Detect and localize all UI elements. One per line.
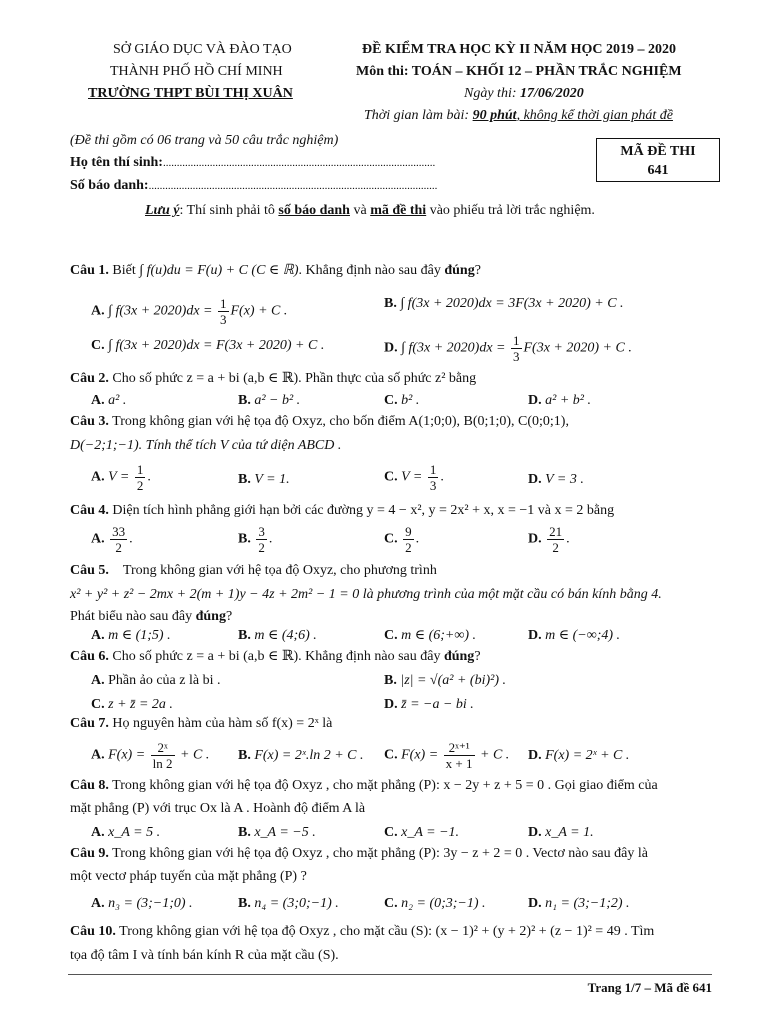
department-line-2: THÀNH PHỐ HỒ CHÍ MINH [110, 64, 283, 79]
q9-option-c[interactable]: C. n₂ = (0;3;−1) . [384, 896, 486, 911]
q4-option-c[interactable]: C. $\frac{9}{2}$ . [384, 524, 420, 555]
q7-option-b[interactable]: B. F(x) = 2ˣ.ln 2 + C . [238, 748, 364, 763]
q6-option-b[interactable]: B. |z| = √(a² + (bi)²) . [384, 673, 506, 688]
q4-option-d[interactable]: D. $\frac{21}{2}$ . [528, 524, 570, 555]
pages-note: (Đề thi gồm có 06 trang và 50 câu trắc nghiệm) [70, 133, 339, 148]
question-7: Câu 7. Họ nguyên hàm của hàm số f(x) = 2ˣ là [70, 716, 333, 731]
question-1: Câu 1. Biết ∫ f(u)du = F(u) + C (C ∈ ℝ). Khẳng định nào sau đây đúng? [70, 263, 481, 278]
question-5-line-3: Phát biểu nào sau đây đúng? [70, 609, 233, 624]
school-name: TRƯỜNG THPT BÙI THỊ XUÂN [88, 86, 293, 101]
page-footer: Trang 1/7 – Mã đề 641 [587, 980, 712, 995]
q2-option-b[interactable]: B. a² − b² . [238, 393, 301, 408]
q1-option-b[interactable]: B. ∫ f(3x + 2020)dx = 3F(3x + 2020) + C . [384, 296, 624, 311]
q7-option-d[interactable]: D. F(x) = 2ˣ + C . [528, 748, 630, 763]
q9-option-d[interactable]: D. n₁ = (3;−1;2) . [528, 896, 630, 911]
exam-date: Ngày thi: 17/06/2020 [464, 86, 584, 101]
candidate-id-line: Số báo danh:......................................................................................................... [70, 178, 438, 193]
q1-option-c[interactable]: C. ∫ f(3x + 2020)dx = F(3x + 2020) + C . [91, 338, 325, 353]
q5-option-b[interactable]: B. m ∈ (4;6) . [238, 628, 317, 643]
footer-divider [68, 974, 712, 975]
q8-option-d[interactable]: D. x_A = 1. [528, 825, 594, 840]
q7-option-c[interactable]: C. F(x) = $\frac{\text{2ˣ⁺¹}}{x + 1}$ + C . [384, 740, 510, 771]
q2-option-d[interactable]: D. a² + b² . [528, 393, 591, 408]
question-5-line-2: x² + y² + z² − 2mx + 2(m + 1)y − 4z + 2m² − 1 = 0 là phương trình của một mặt cầu có bán kính bằng 4. [70, 587, 662, 602]
q1-option-a[interactable]: A. ∫ f(3x + 2020)dx = $\frac{1}{3}$ F(x) + C . [91, 296, 288, 327]
q8-option-c[interactable]: C. x_A = −1. [384, 825, 460, 840]
q8-option-b[interactable]: B. x_A = −5 . [238, 825, 316, 840]
q3-option-d[interactable]: D. V = 3 . [528, 472, 584, 487]
q5-option-d[interactable]: D. m ∈ (−∞;4) . [528, 628, 621, 643]
q3-option-c[interactable]: C. V = $\frac{1}{3}$ . [384, 462, 444, 493]
question-9-line-2: một vectơ pháp tuyến của mặt phẳng (P) ? [70, 869, 307, 884]
q3-option-a[interactable]: A. V = $\frac{1}{2}$ . [91, 462, 151, 493]
exam-code-box [596, 138, 720, 182]
question-5-line-1: Câu 5. Trong không gian với hệ tọa độ Oxyz, cho phương trình [70, 563, 437, 578]
question-9-line-1: Câu 9. Trong không gian với hệ tọa độ Oxyz , cho mặt phẳng (P): 3y − z + 2 = 0 . Vectơ nào sau đây là [70, 846, 648, 861]
question-2: Câu 2. Cho số phức z = a + bi (a,b ∈ ℝ). Phần thực của số phức z² bằng [70, 371, 477, 386]
exam-subject: Môn thi: TOÁN – KHỐI 12 – PHẦN TRẮC NGHIỆM [356, 64, 682, 79]
q9-option-b[interactable]: B. n₄ = (3;0;−1) . [238, 896, 339, 911]
exam-title: ĐỀ KIỂM TRA HỌC KỲ II NĂM HỌC 2019 – 2020 [362, 42, 676, 57]
q5-option-a[interactable]: A. m ∈ (1;5) . [91, 628, 171, 643]
q2-option-a[interactable]: A. a² . [91, 393, 127, 408]
question-10-line-1: Câu 10. Trong không gian với hệ tọa độ Oxyz , cho mặt cầu (S): (x − 1)² + (y + 2)² + (z − 1)² = 49 . Tìm [70, 924, 655, 939]
note-line: Lưu ý: Thí sinh phải tô số báo danh và mã đề thi vào phiếu trả lời trắc nghiệm. [145, 203, 595, 218]
question-3-line-1: Câu 3. Trong không gian với hệ tọa độ Oxyz, cho bốn điểm A(1;0;0), B(0;1;0), C(0;0;1), [70, 414, 569, 429]
exam-code-label: MÃ ĐỀ THI [620, 144, 696, 159]
q2-option-c[interactable]: C. b² . [384, 393, 420, 408]
question-8-line-1: Câu 8. Trong không gian với hệ tọa độ Oxyz , cho mặt phẳng (P): x − 2y + z + 5 = 0 . Gọi giao điểm của [70, 778, 658, 793]
exam-duration: Thời gian làm bài: 90 phút, không kể thời gian phát đề [364, 108, 673, 123]
q6-option-d[interactable]: D. z̄ = −a − bi . [384, 697, 474, 712]
q4-option-b[interactable]: B. $\frac{3}{2}$ . [238, 524, 273, 555]
question-6: Câu 6. Cho số phức z = a + bi (a,b ∈ ℝ). Khẳng định nào sau đây đúng? [70, 649, 481, 664]
q6-option-c[interactable]: C. z + z̄ = 2a . [91, 697, 173, 712]
department-line-1: SỞ GIÁO DỤC VÀ ĐÀO TẠO [113, 42, 292, 57]
candidate-name-line: Họ tên thí sinh:................................................................................................... [70, 155, 436, 170]
question-4: Câu 4. Diện tích hình phẳng giới hạn bởi các đường y = 4 − x², y = 2x² + x, x = −1 và x = 2 bằng [70, 503, 615, 518]
q4-option-a[interactable]: A. $\frac{33}{2}$ . [91, 524, 133, 555]
q6-option-a[interactable]: A. Phần ảo của z là bi . [91, 673, 221, 688]
question-3-line-2: D(−2;1;−1). Tính thể tích V của tứ diện ABCD . [70, 438, 342, 453]
q7-option-a[interactable]: A. F(x) = $\frac{\text{2ˣ}}{\ln 2}$ + C . [91, 740, 210, 771]
q9-option-a[interactable]: A. n₃ = (3;−1;0) . [91, 896, 193, 911]
q5-option-c[interactable]: C. m ∈ (6;+∞) . [384, 628, 477, 643]
question-10-line-2: tọa độ tâm I và tính bán kính R của mặt cầu (S). [70, 948, 339, 963]
q3-option-b[interactable]: B. V = 1. [238, 472, 290, 487]
q1-option-d[interactable]: D. ∫ f(3x + 2020)dx = $\frac{1}{3}$ F(3x + 2020) + C . [384, 333, 632, 364]
question-8-line-2: mặt phẳng (P) với trục Ox là A . Hoành độ điểm A là [70, 801, 366, 816]
exam-code-value: 641 [647, 163, 669, 178]
q8-option-a[interactable]: A. x_A = 5 . [91, 825, 161, 840]
